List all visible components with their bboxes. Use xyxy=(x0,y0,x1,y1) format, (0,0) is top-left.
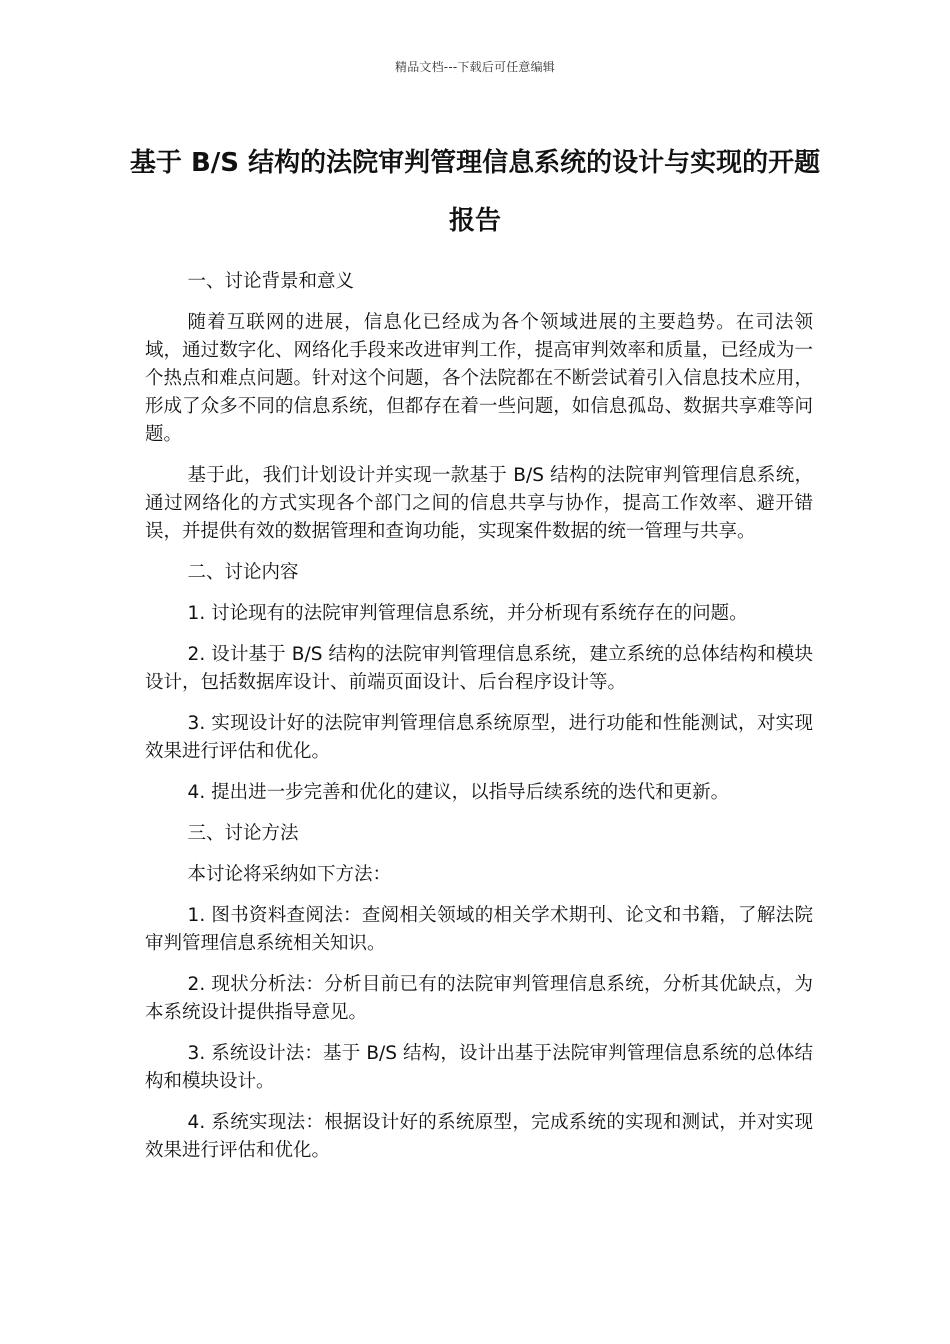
method-intro: 本讨论将采纳如下方法： xyxy=(187,864,392,885)
content-item-1: 1. 讨论现有的法院审判管理信息系统，并分析现有系统存在的问题。 xyxy=(187,603,748,624)
section-heading-background: 一、讨论背景和意义 xyxy=(187,271,355,292)
paragraph-background: 随着互联网的进展，信息化已经成为各个领域进展的主要趋势。在司法领域，通过数字化、网络化手段来改进审判工作，提高审判效率和质量，已经成为一个热点和难点问题。针对这个问题，各个法院都在不断尝试着引入信息技术应用，形成了众多不同的信息系统，但都存在着一些问题，如信息孤岛、数据共享难等问题。 xyxy=(145,312,813,445)
method-item-4: 4. 系统实现法：根据设计好的系统原型，完成系统的实现和测试，并对实现效果进行评估和优化。 xyxy=(145,1112,813,1161)
method-item-1: 1. 图书资料查阅法：查阅相关领域的相关学术期刊、论文和书籍，了解法院审判管理信息系统相关知识。 xyxy=(145,905,813,954)
content-item-4: 4. 提出进一步完善和优化的建议，以指导后续系统的迭代和更新。 xyxy=(187,782,730,803)
document-title: 基于 B/S 结构的法院审判管理信息系统的设计与实现的开题报告 xyxy=(129,148,821,236)
method-item-3: 3. 系统设计法：基于 B/S 结构，设计出基于法院审判管理信息系统的总体结构和模块设计。 xyxy=(145,1043,813,1092)
content-item-2: 2. 设计基于 B/S 结构的法院审判管理信息系统，建立系统的总体结构和模块设计，包括数据库设计、前端页面设计、后台程序设计等。 xyxy=(145,644,813,693)
section-heading-content: 二、讨论内容 xyxy=(187,562,299,583)
page-header: 精品文档---下载后可任意编辑 xyxy=(395,60,555,74)
paragraph-plan: 基于此，我们计划设计并实现一款基于 B/S 结构的法院审判管理信息系统，通过网络化的方式实现各个部门之间的信息共享与协作，提高工作效率、避开错误，并提供有效的数据管理和查询功能，实现案件数据的统一管理与共享。 xyxy=(145,465,813,542)
document-body xyxy=(145,268,813,1178)
content-item-3: 3. 实现设计好的法院审判管理信息系统原型，进行功能和性能测试，对实现效果进行评估和优化。 xyxy=(145,713,813,762)
section-heading-method: 三、讨论方法 xyxy=(187,823,299,844)
method-item-2: 2. 现状分析法：分析目前已有的法院审判管理信息系统，分析其优缺点，为本系统设计提供指导意见。 xyxy=(145,974,813,1023)
